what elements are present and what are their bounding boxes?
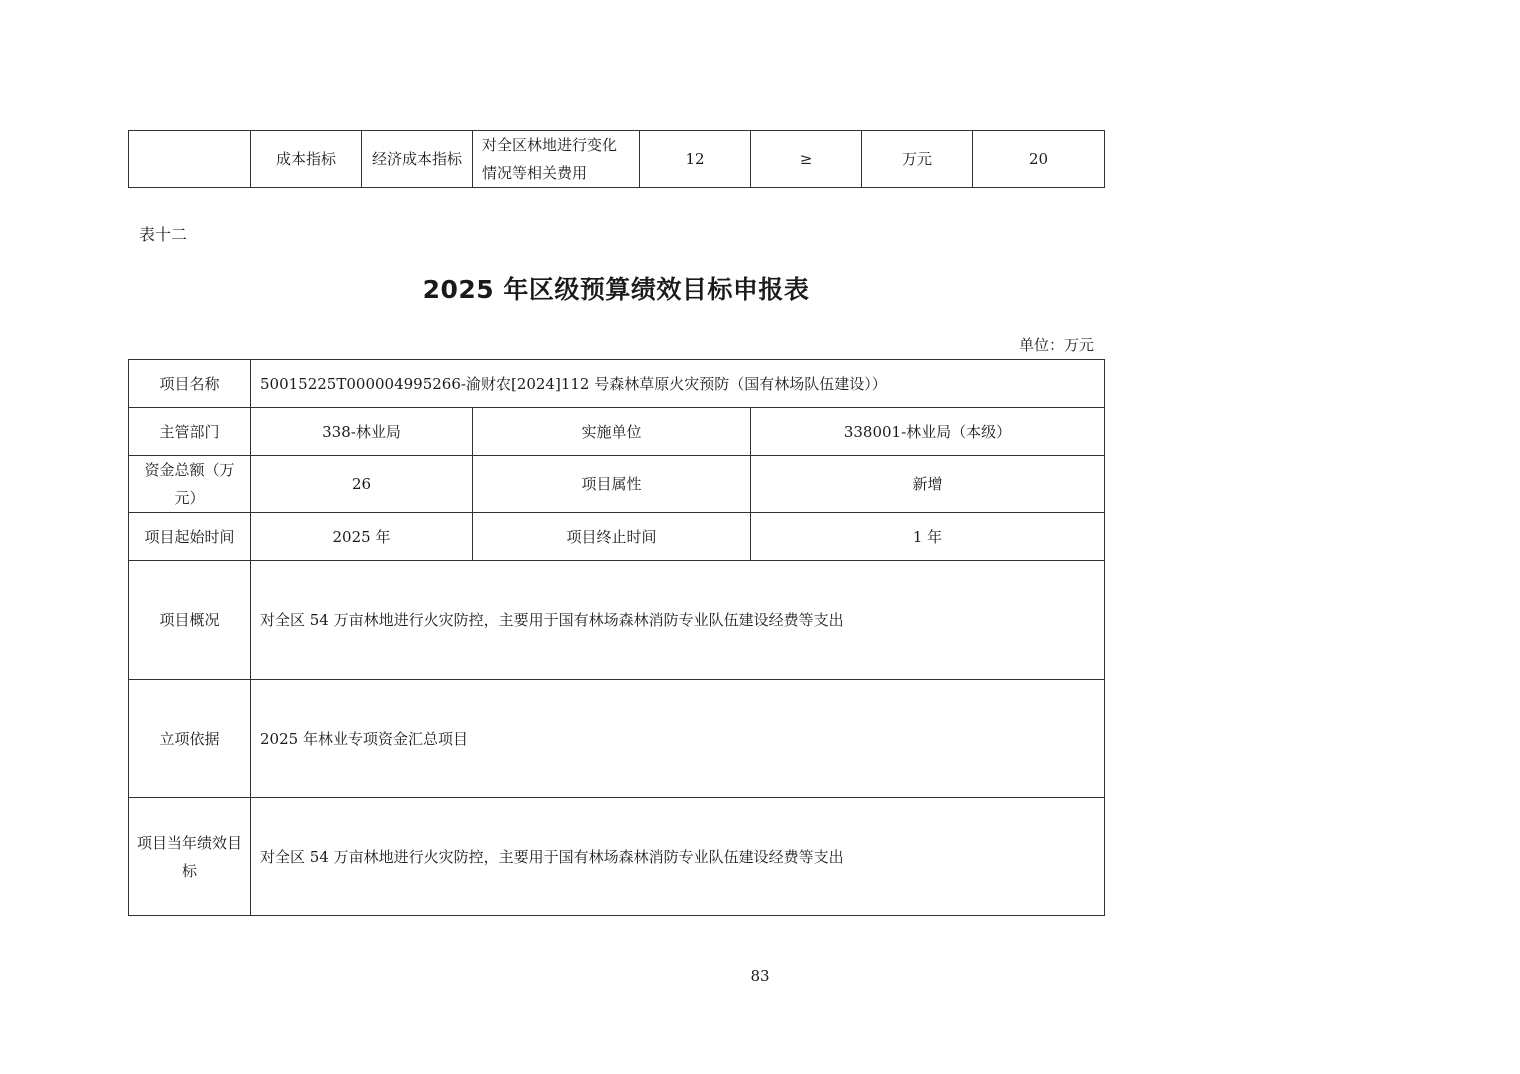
table-row	[129, 131, 1105, 188]
goal-value: 对全区 54 万亩林地进行火灾防控，主要用于国有林场森林消防专业队伍建设经费等支出	[251, 798, 1105, 916]
table-row	[129, 513, 1105, 561]
table-cell: 经济成本指标	[362, 131, 473, 188]
impl-unit-label: 实施单位	[473, 408, 751, 456]
end-label: 项目终止时间	[473, 513, 751, 561]
start-value: 2025 年	[251, 513, 473, 561]
end-value: 1 年	[751, 513, 1105, 561]
table-cell: 20	[973, 131, 1105, 188]
cost-indicator-table	[128, 130, 1105, 188]
overview-label: 项目概况	[129, 561, 251, 680]
page-number: 83	[750, 967, 770, 985]
project-name-label: 项目名称	[129, 360, 251, 408]
funds-label: 资金总额（万元）	[129, 456, 251, 513]
table-cell: 对全区林地进行变化情况等相关费用	[473, 131, 640, 188]
impl-unit-value: 338001-林业局（本级）	[751, 408, 1105, 456]
basis-value: 2025 年林业专项资金汇总项目	[251, 680, 1105, 798]
table-cell	[129, 131, 251, 188]
table-row	[129, 561, 1105, 680]
table-row	[129, 798, 1105, 916]
table-cell: 12	[640, 131, 751, 188]
table-cell: ≥	[751, 131, 862, 188]
dept-value: 338-林业局	[251, 408, 473, 456]
dept-label: 主管部门	[129, 408, 251, 456]
table-row	[129, 456, 1105, 513]
budget-target-table	[128, 359, 1105, 916]
table-row	[129, 360, 1105, 408]
page-title: 2025 年区级预算绩效目标申报表	[422, 275, 810, 304]
project-name-value: 50015225T000004995266-渝财农[2024]112 号森林草原火灾预防（国有林场队伍建设））	[251, 360, 1105, 408]
table-row	[129, 408, 1105, 456]
table-cell: 成本指标	[251, 131, 362, 188]
unit-label: 单位：万元	[1018, 336, 1094, 354]
funds-value: 26	[251, 456, 473, 513]
table-row	[129, 680, 1105, 798]
overview-value: 对全区 54 万亩林地进行火灾防控，主要用于国有林场森林消防专业队伍建设经费等支出	[251, 561, 1105, 680]
start-label: 项目起始时间	[129, 513, 251, 561]
attr-label: 项目属性	[473, 456, 751, 513]
table-cell: 万元	[862, 131, 973, 188]
goal-label: 项目当年绩效目标	[129, 798, 251, 916]
attr-value: 新增	[751, 456, 1105, 513]
basis-label: 立项依据	[129, 680, 251, 798]
table-label: 表十二	[139, 225, 188, 244]
